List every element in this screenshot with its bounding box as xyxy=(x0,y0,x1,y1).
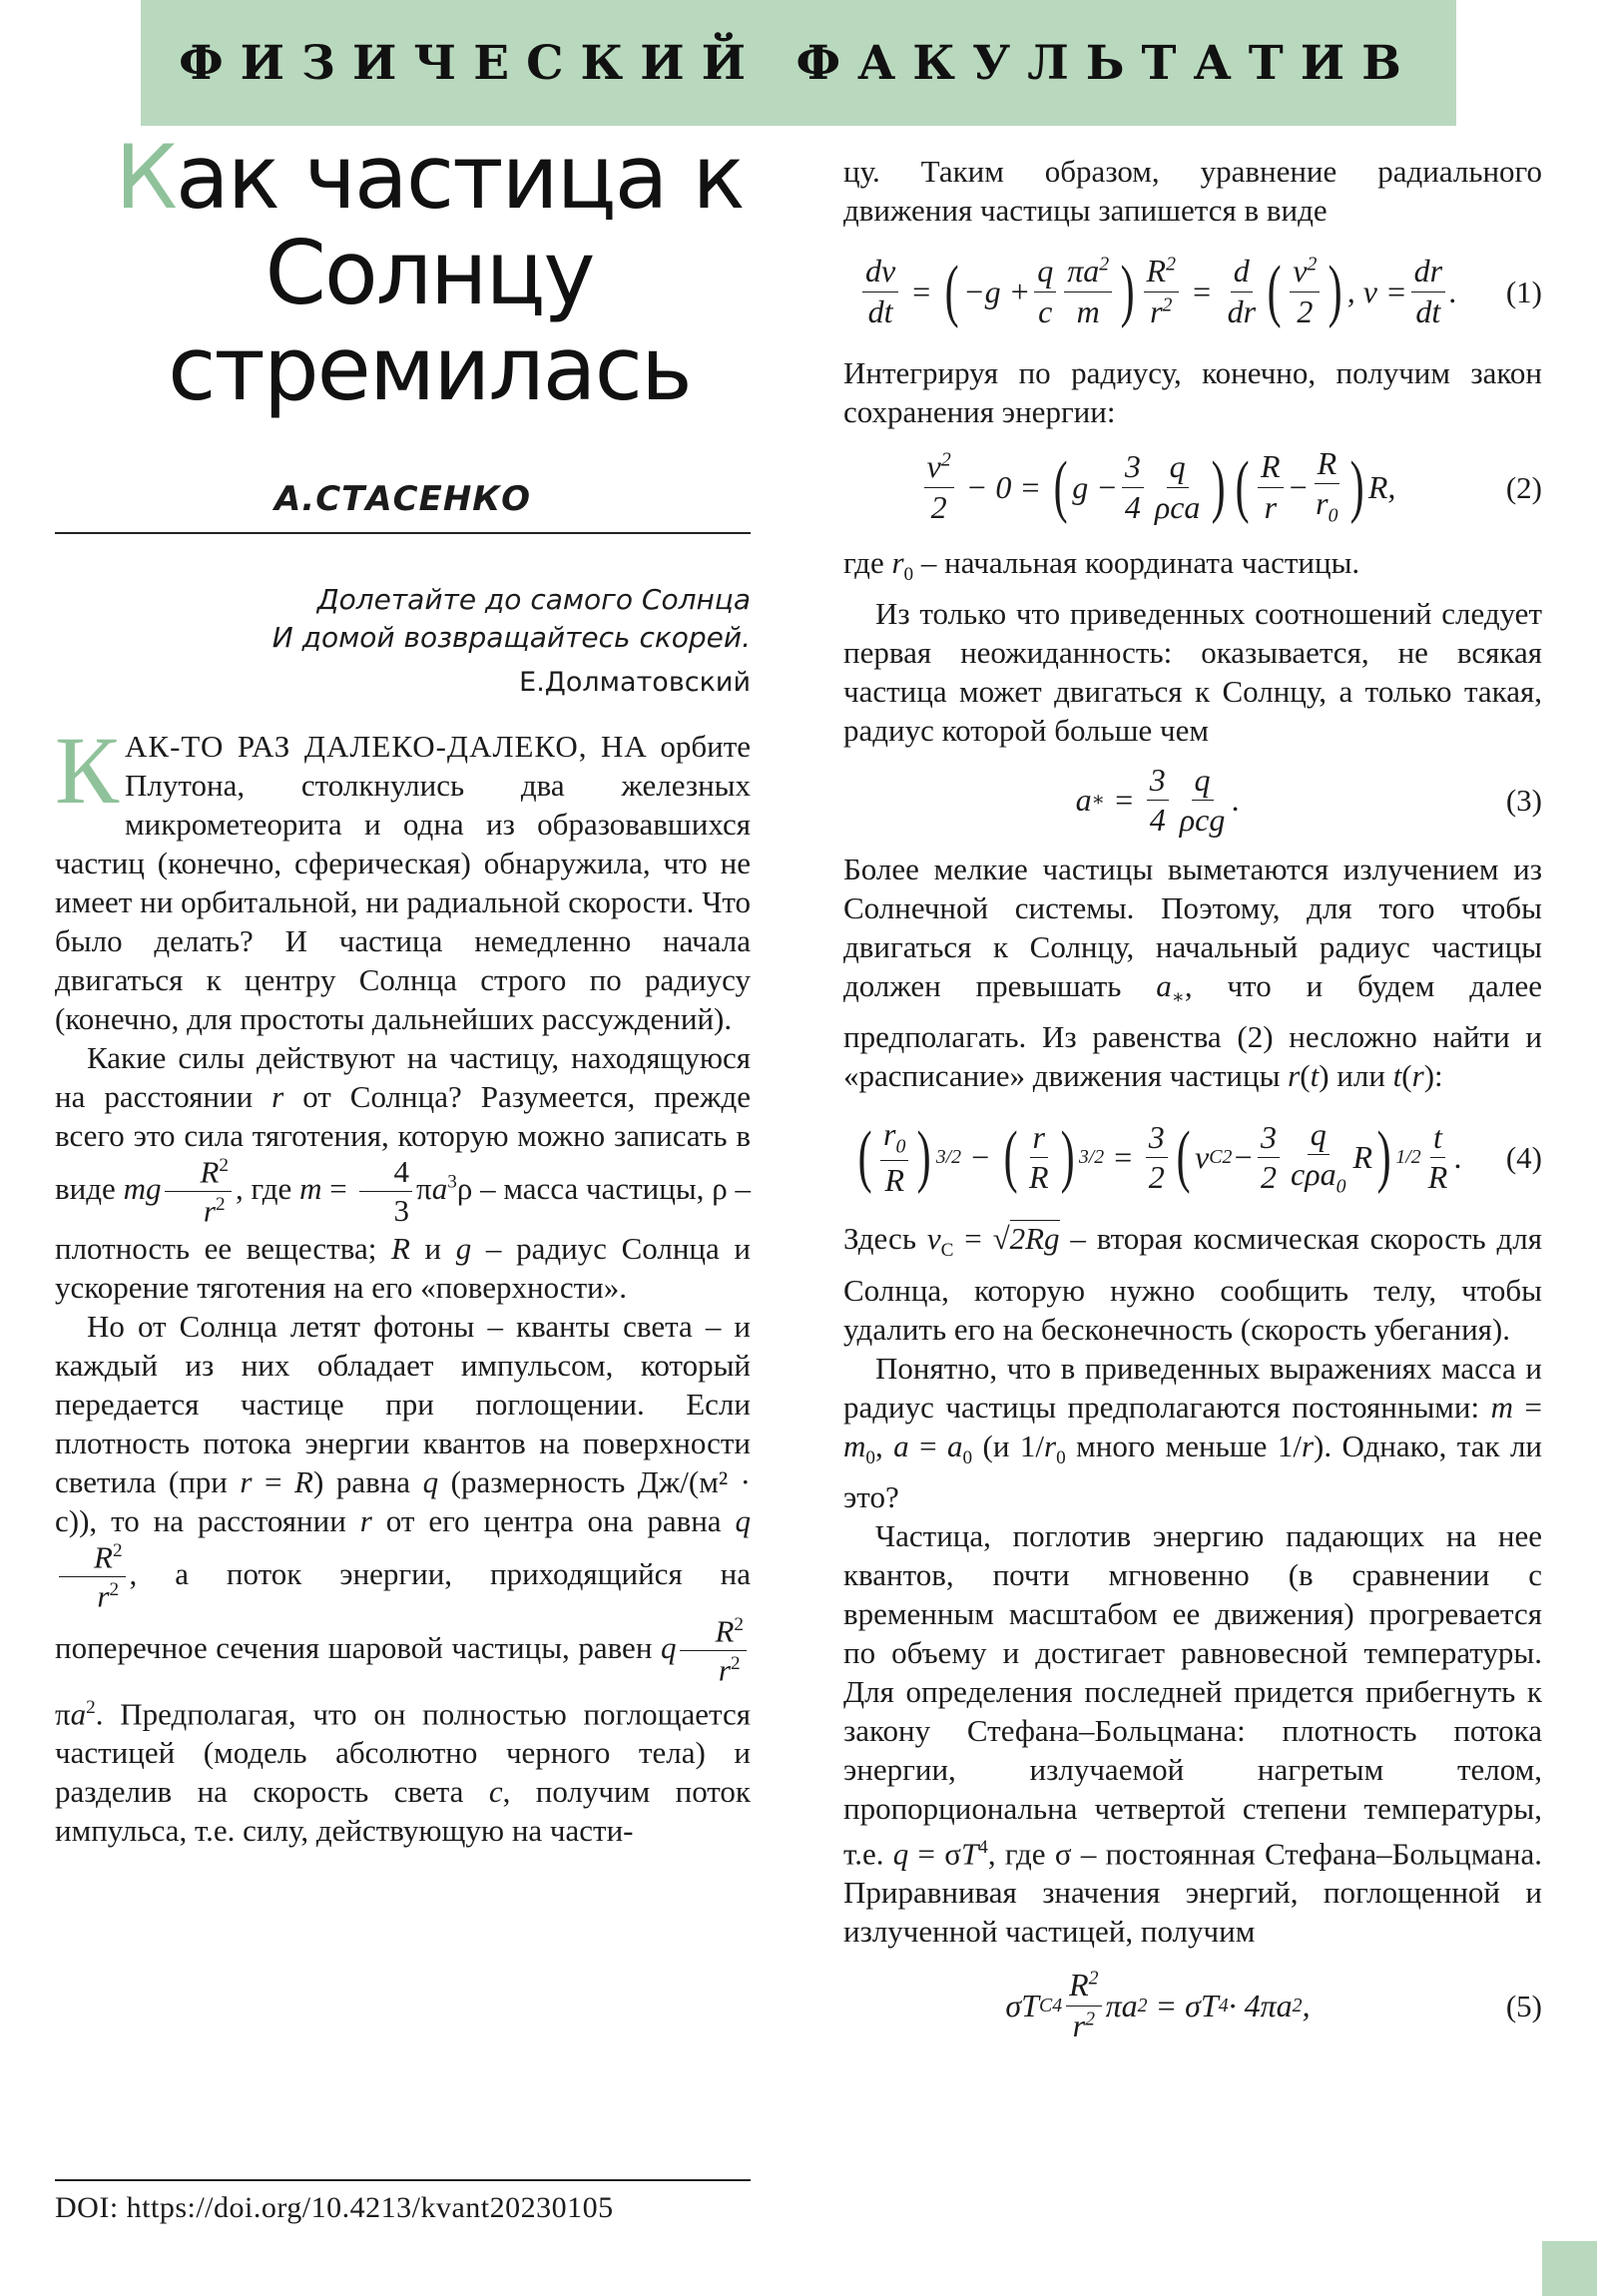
equation-5-body: σT C 4 $\frac{R^2}{r^2}$ πa 2 = σT 4 · 4πa 2 , xyxy=(1005,1967,1311,2043)
paragraph-r4: Из только что приведенных соотношений следует первая неожиданность: оказывается, не всякая частица может двигаться к Солнцу, а только такая, радиус которой больше чем xyxy=(843,596,1542,749)
equation-2-body: $\frac{v^2}{2}$ − 0 = ( g − $\frac{3}{4}$ $\frac{q}{\text{ρca}}$ ) ( $\frac{R}{r}$ − $\frac{R}{r_0}$ ) R, xyxy=(843,431,1472,543)
epigraph-line-1: Долетайте до самого Солнца xyxy=(316,583,751,616)
paragraph-r2: Интегрируя по радиусу, конечно, получим закон сохранения энергии: xyxy=(843,355,1542,429)
text-run: – масса частицы, ρ – плотность ее вещества; xyxy=(55,1171,752,1266)
epigraph xyxy=(100,581,751,657)
paragraph-r3: где $r_0$ – начальная координата частицы. xyxy=(843,545,1360,586)
section-title: ФИЗИЧЕСКИЙ ФАКУЛЬТАТИВ xyxy=(179,35,1418,91)
drop-cap: К xyxy=(55,717,120,824)
right-column xyxy=(843,152,1542,2060)
text-run: – начальная координата частицы. xyxy=(913,545,1360,580)
title-line-3: стремилась xyxy=(168,317,691,420)
text-run: (и xyxy=(972,1428,1020,1463)
lead-caps: АК-ТО РАЗ ДАЛЕКО-ДАЛЕКО, НА xyxy=(125,729,648,764)
equation-3-number: (3) xyxy=(1505,782,1542,818)
text-run: от Солнца? Разумеется, прежде всего это сила тяготения, которую можно записать в виде xyxy=(55,1079,751,1207)
text-run: ). Однако, так ли это? xyxy=(843,1428,1543,1514)
epigraph-line-2: И домой возвращайтесь скорей. xyxy=(271,621,751,654)
author-rule xyxy=(55,532,751,534)
text-run: , где xyxy=(236,1171,300,1207)
text-run: Здесь xyxy=(843,1221,927,1257)
section-header xyxy=(141,0,1456,126)
article-title xyxy=(110,126,749,420)
title-initial: К xyxy=(115,126,176,229)
text-run: , а поток энергии, приходящийся на поперечное сечения шаровой частицы, равен xyxy=(55,1555,751,1665)
footnote-rule xyxy=(55,2179,751,2181)
equation-5-number: (5) xyxy=(1505,1988,1542,2023)
text-run: Частица, поглотив энергию падающих на нее квантов, почти мгновенно (в сравнении с временным масштабом ее движения) прогревается по объему и достигает равновесной температуры. Для определения последней придется прибегнуть к закону Стефана–Больцмана: плотность потока энергии, излучаемой нагретым телом, пропорциональна четвертой степени температуры, т.е. xyxy=(843,1517,1542,1872)
text-run: где xyxy=(843,545,892,580)
left-column xyxy=(55,717,752,1850)
text-run: ) равна xyxy=(312,1463,423,1499)
text-run: (размерность Дж/(м² · c)), то на расстоянии xyxy=(55,1463,752,1538)
text-run: , где σ – постоянная Стефана–Больцмана. Приравнивая значения энергий, поглощенной и излученной частицей, получим xyxy=(843,1836,1542,1950)
paragraph-r6: Здесь $v_C = √2Rg$ – вторая космическая скорость для Солнца, которую нужно сообщить телу, чтобы удалить его на бесконечность (скорость убегания). xyxy=(843,1221,1542,1347)
text-run: Но от Солнца летят фотоны – кванты света – и каждый из них обладает импульсом, который передается частице при поглощении. Если плотность потока энергии квантов на поверхности светила (при xyxy=(55,1308,751,1499)
equation-3 xyxy=(843,750,1542,850)
equation-4 xyxy=(843,1095,1542,1219)
paragraph-r5: Более мелкие частицы выметаются излучением из Солнечной системы. Поэтому, для того чтобы двигаться к Солнцу, начальный радиус частицы должен превышать $a_∗$, что и будем далее предполагать. Из равенства (2) несложно найти и «расписание» движения частицы r(t) или t(r): xyxy=(843,852,1542,1094)
paragraph-1-text: орбите Плутона, столкнулись два железных микрометеорита и одна из образовавшихся частиц (конечно, сферическая) обнаружила, что не имеет ни орбитальной, ни радиальной скорости. Что было делать? И частица немедленно начала двигаться к центру Солнца строго по радиусу (конечно, для простоты дальнейших рассуждений). xyxy=(55,729,751,1036)
doi-line: DOI: https://doi.org/10.4213/kvant20230105 xyxy=(55,2191,614,2224)
epigraph-author: Е.Долматовский xyxy=(519,667,751,698)
equation-4-body: ( $\frac{r_0}{R}$ ) 3/2 − ( $\frac{r}{R}$ ) 3/2 = $\frac{3}{2}$ ( v C 2 − $\frac{3}{2}$ $\frac{q}{c\rho a_0}$ R ) 1/2 $\frac{t}{R}$ . xyxy=(857,1115,1463,1198)
equation-1 xyxy=(843,230,1542,353)
paragraph-3: Но от Солнца летят фотоны – кванты света – и каждый из них обладает импульсом, который передается частице при поглощении. Если плотность потока энергии квантов на поверхности светила (при r = R) равна q (размерность Дж/(м² · c)), то на расстоянии r от его центра она равна q $\frac{R^2}{r^2}$ , а поток энергии, приходящийся на поперечное сечения шаровой частицы, равен q $\frac{R^2}{r^2}$ $\pi a^2$. Предполагая, что он полностью поглощается частицей (модель абсолютно черного тела) и разделив на скорость света c, получим поток импульса, т.е. силу, действующую на части- xyxy=(55,1308,752,1848)
paragraph-1 xyxy=(55,717,751,1038)
page-corner-tab xyxy=(1542,2241,1597,2296)
equation-2-number: (2) xyxy=(1505,469,1542,505)
text-run: Понятно, что в приведенных выражениях масса и радиус частицы предполагаются постоянными: xyxy=(843,1350,1542,1425)
text-run: Более мелкие частицы выметаются излучением из Солнечной системы. Поэтому, для того чтобы двигаться к Солнцу, начальный радиус частицы должен превышать xyxy=(843,852,1542,1004)
text-run: от его центра она равна xyxy=(371,1502,736,1538)
equation-1-body: $\frac{dv}{dt}$ = ( −g + $\frac{q}{c}$ $\frac{\pi a^2}{m}$ ) $\frac{R^2}{r^2}$ = $\frac{d}{dr}$ ( $\frac{v^2}{2}$ ) , v = $\frac{dr}{dt}$ . xyxy=(843,230,1472,353)
text-run: много меньше xyxy=(1065,1428,1278,1463)
title-line-2: Солнцу xyxy=(265,222,594,324)
equation-5 xyxy=(843,1951,1542,2060)
text-run: – радиус Солнца и ускорение тяготения на его «поверхности». xyxy=(55,1230,751,1305)
text-run: , получим поток импульса, т.е. силу, действующую на части- xyxy=(55,1773,751,1848)
text-run: – вторая космическая скорость для Солнца, которую нужно сообщить телу, чтобы удалить его на бесконечность (скорость убегания). xyxy=(843,1221,1542,1347)
paragraph-r7: Понятно, что в приведенных выражениях масса и радиус частицы предполагаются постоянными: $m = m_0$, $a = a_0$ (и $1/r_0$ много меньше 1/r). Однако, так ли это? xyxy=(843,1350,1543,1514)
author-name: А.СТАСЕНКО xyxy=(273,479,531,519)
text-run: или xyxy=(1329,1058,1393,1094)
equation-3-body: a ∗ = $\frac{3}{4}$ $\frac{q}{\text{ρcg}}$ . xyxy=(1075,761,1241,838)
equation-4-number: (4) xyxy=(1505,1139,1542,1175)
equation-1-number: (1) xyxy=(1505,274,1542,309)
title-line-1: ак частица к xyxy=(175,126,744,229)
paragraph-2: Какие силы действуют на частицу, находящуюся на расстоянии r от Солнца? Разумеется, прежде всего это сила тяготения, которую можно записать в виде mg $\frac{R^2}{r^2}$ , где m = $\frac{4}{3}$ $\pi a^3\rho$ – масса частицы, ρ – плотность ее вещества; R и g – радиус Солнца и ускорение тяготения на его «поверхности». xyxy=(55,1040,752,1305)
paragraph-r8: Частица, поглотив энергию падающих на нее квантов, почти мгновенно (в сравнении с временным масштабом ее движения) прогревается по объему и достигает равновесной температуры. Для определения последней придется прибегнуть к закону Стефана–Больцмана: плотность потока энергии, излучаемой нагретым телом, пропорциональна четвертой степени температуры, т.е. $q = \sigma T^4$, где σ – постоянная Стефана–Больцмана. Приравнивая значения энергий, поглощенной и излученной частицей, получим xyxy=(843,1517,1542,1950)
text-run: Какие силы действуют на частицу, находящуюся на расстоянии xyxy=(55,1040,751,1114)
text-run: . Предполагая, что он полностью поглощается частицей (модель абсолютно черного тела) и разделив на скорость света xyxy=(55,1695,751,1809)
text-run: , что и будем далее предполагать. Из равенства (2) несложно найти и «расписание» движения частицы xyxy=(843,968,1542,1094)
paragraph-r1: цу. Таким образом, уравнение радиального движения частицы запишется в виде xyxy=(843,154,1542,228)
equation-2 xyxy=(843,431,1542,543)
text-run: и xyxy=(409,1230,456,1266)
